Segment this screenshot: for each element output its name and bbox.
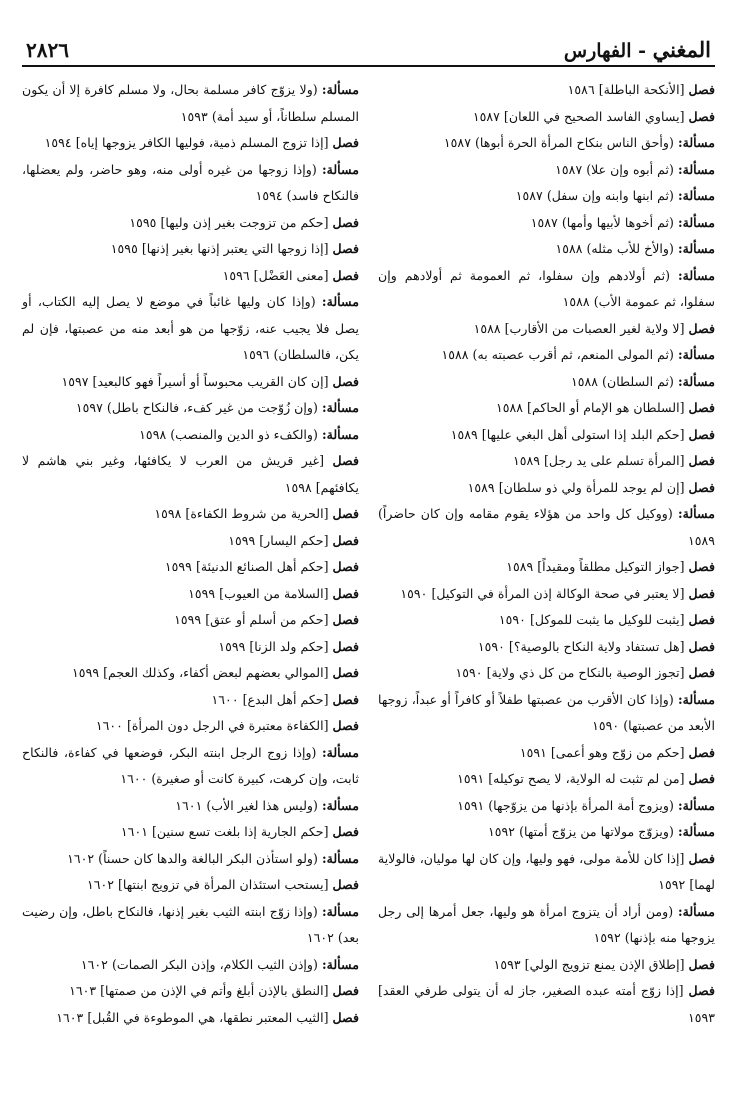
index-entry: [22, 581, 359, 608]
index-entry: [22, 872, 359, 899]
entry-text: [إذا كان للأمة مولى، فهو وليها، وإن كان لها موليان، فالولاية لهما] ١٥٩٢: [378, 850, 715, 892]
entry-text: (ثم أخوها لأبيها وأمها) ١٥٨٧: [530, 214, 674, 230]
entry-label: فصل: [688, 559, 715, 574]
index-entry: [378, 607, 715, 634]
entry-label: فصل: [688, 638, 715, 654]
entry-text: [حكم البلد إذا استولى أهل البغي عليها] ١٥٨٩: [450, 426, 685, 442]
index-entry: [22, 501, 359, 528]
entry-text: [إطلاق الإذن يمنع تزويج الولي] ١٥٩٣: [493, 956, 685, 972]
index-entry: [378, 740, 715, 767]
entry-label: مسألة:: [321, 400, 359, 415]
entry-text: (ومن أراد أن يتزوج امرأة هو وليها، جعل أمرها إلى رجل يزوجها منه بإذنها) ١٥٩٢: [378, 903, 715, 945]
entry-text: [يثبت للوكيل ما يثبت للموكل] ١٥٩٠: [498, 612, 685, 627]
entry-label: مسألة:: [321, 903, 359, 919]
entry-text: [السلطان هو الإمام أو الحاكم] ١٥٨٨: [495, 400, 685, 415]
index-entry: [22, 660, 359, 687]
entry-label: فصل: [688, 426, 715, 442]
entry-label: فصل: [688, 320, 715, 336]
index-entry: [378, 978, 715, 1031]
entry-text: [الثيب المعتبر نطقها، هي الموطوءة في القُبل] ١٦٠٣: [56, 1009, 329, 1025]
index-entry: [378, 157, 715, 184]
entry-label: مسألة:: [321, 161, 359, 177]
index-entry: [22, 846, 359, 873]
entry-label: فصل: [332, 585, 359, 601]
entry-text: (ثم ابنها وابنه وإن سفل) ١٥٨٧: [515, 188, 674, 203]
index-column-left: [22, 77, 359, 1031]
entry-label: فصل: [332, 241, 359, 256]
entry-text: [السلامة من العيوب] ١٥٩٩: [188, 585, 329, 601]
section-title: الفهارس: [563, 40, 632, 62]
index-entry: [22, 263, 359, 290]
index-entry: [22, 607, 359, 634]
entry-text: [حكم ولد الزنا] ١٥٩٩: [218, 638, 329, 654]
index-entry: [22, 369, 359, 396]
index-entry: [378, 660, 715, 687]
entry-label: فصل: [688, 771, 715, 786]
entry-label: فصل: [688, 400, 715, 415]
entry-text: (وإذا كان الأقرب من عصبتها طفلاً أو كافراً أو عبداً، زوجها الأبعد من عصبتها) ١٥٩٠: [378, 691, 715, 733]
index-entry: [22, 819, 359, 846]
entry-label: فصل: [332, 135, 359, 150]
entry-text: (ثم السلطان) ١٥٨٨: [570, 373, 674, 389]
entry-text: [إذا زوجها التي يعتبر إذنها بغير إذنها] ١٥٩٥: [110, 241, 329, 256]
index-entry: [22, 210, 359, 237]
entry-label: مسألة:: [677, 161, 715, 177]
index-entry: [378, 342, 715, 369]
index-entry: [22, 952, 359, 979]
index-entry: [22, 289, 359, 369]
entry-label: فصل: [688, 453, 715, 468]
entry-text: [إذا تزوج المسلم ذمية، فوليها الكافر يزوجها إياه] ١٥٩٤: [44, 135, 329, 150]
index-entry: [22, 448, 359, 501]
entry-text: [حكم اليسار] ١٥٩٩: [228, 532, 329, 548]
entry-label: مسألة:: [677, 347, 715, 362]
entry-text: [من لم تثبت له الولاية، لا يصح توكيله] ١٥٩١: [457, 771, 685, 786]
index-entry: [22, 687, 359, 714]
entry-text: (وليس هذا لغير الأب) ١٦٠١: [175, 797, 318, 813]
index-entry: [378, 236, 715, 263]
entry-text: [الأنكحة الباطلة] ١٥٨٦: [567, 82, 685, 97]
entry-label: فصل: [688, 744, 715, 760]
index-entry: [378, 210, 715, 237]
entry-label: فصل: [332, 824, 359, 839]
entry-text: [غير قريش من العرب لا يكافئها، وغير بني هاشم لا يكافئهم] ١٥٩٨: [22, 453, 359, 495]
index-entry: [22, 634, 359, 661]
entry-text: (وإذا زوّج ابنته الثيب بغير إذنها، فالنكاح باطل، وإن رضيت بعد) ١٦٠٢: [22, 903, 359, 945]
entry-label: مسألة:: [321, 956, 359, 972]
entry-label: فصل: [688, 479, 715, 495]
index-entry: [22, 554, 359, 581]
entry-text: [يستحب استئذان المرأة في تزويج ابنتها] ١٦٠٢: [86, 877, 329, 892]
index-entry: [22, 978, 359, 1005]
index-entry: [378, 422, 715, 449]
index-column-right: [378, 77, 715, 1031]
entry-label: مسألة:: [321, 294, 359, 309]
entry-label: فصل: [332, 691, 359, 707]
index-entry: [378, 263, 715, 316]
entry-label: مسألة:: [677, 797, 715, 813]
entry-label: مسألة:: [677, 214, 715, 230]
index-columns: [22, 77, 715, 1031]
entry-text: [حكم أهل البدع] ١٦٠٠: [211, 691, 329, 707]
entry-label: فصل: [688, 850, 715, 866]
entry-label: مسألة:: [677, 135, 715, 150]
entry-label: فصل: [332, 638, 359, 654]
index-entry: [22, 899, 359, 952]
entry-text: [حكم أهل الصنائع الدنيئة] ١٥٩٩: [164, 559, 329, 574]
entry-label: مسألة:: [677, 903, 715, 919]
entry-label: فصل: [332, 983, 359, 998]
entry-label: فصل: [332, 1009, 359, 1025]
entry-text: [حكم من زوّج وهو أعمى] ١٥٩١: [519, 744, 685, 760]
index-entry: [378, 793, 715, 820]
index-entry: [22, 236, 359, 263]
entry-label: مسألة:: [321, 426, 359, 442]
index-entry: [378, 554, 715, 581]
entry-text: [المرأة تسلم على يد رجل] ١٥٨٩: [512, 453, 685, 468]
index-entry: [378, 766, 715, 793]
entry-text: [لا ولاية لغير العصبات من الأقارب] ١٥٨٨: [473, 320, 685, 336]
entry-label: فصل: [332, 665, 359, 680]
index-entry: [22, 793, 359, 820]
index-entry: [378, 448, 715, 475]
index-entry: [378, 130, 715, 157]
entry-label: فصل: [688, 82, 715, 97]
entry-text: (ولو استأذن البكر البالغة والدها كان حسناً) ١٦٠٢: [67, 850, 318, 866]
index-entry: [378, 501, 715, 554]
index-entry: [22, 713, 359, 740]
index-entry: [22, 740, 359, 793]
entry-text: (ثم المولى المنعم، ثم أقرب عصبته به) ١٥٨٨: [441, 347, 674, 362]
entry-label: مسألة:: [677, 373, 715, 389]
index-entry: [22, 528, 359, 555]
entry-text: (ويزوّج مولاتها من يزوّج أمتها) ١٥٩٢: [488, 824, 674, 839]
entry-label: مسألة:: [321, 850, 359, 866]
index-entry: [378, 687, 715, 740]
entry-text: [حكم من أسلم أو عتق] ١٥٩٩: [174, 612, 329, 627]
index-entry: [22, 157, 359, 210]
entry-text: [الموالي بعضهم لبعض أكفاء، وكذلك العجم] ١٥٩٩: [72, 665, 329, 680]
index-entry: [22, 395, 359, 422]
entry-label: مسألة:: [677, 267, 715, 283]
index-entry: [22, 77, 359, 130]
index-entry: [378, 104, 715, 131]
index-entry: [378, 952, 715, 979]
entry-text: (وأحق الناس بنكاح المرأة الحرة أبوها) ١٥٨٧: [443, 135, 674, 150]
entry-label: فصل: [688, 612, 715, 627]
entry-label: فصل: [688, 983, 715, 998]
entry-label: فصل: [332, 612, 359, 627]
entry-label: فصل: [688, 585, 715, 601]
page-number: ٢٨٢٦: [26, 38, 69, 62]
entry-text: [يساوي الفاسد الصحيح في اللعان] ١٥٨٧: [472, 108, 685, 124]
index-entry: [378, 183, 715, 210]
entry-text: (وإذا زوجها من غيره أولى منه، وهو حاضر، ولم يعضلها، فالنكاح فاسد) ١٥٩٤: [22, 161, 359, 203]
entry-text: [إن كان القريب محبوساً أو أسيراً فهو كالبعيد] ١٥٩٧: [61, 373, 329, 389]
index-entry: [378, 395, 715, 422]
entry-label: مسألة:: [677, 188, 715, 203]
title-separator: -: [631, 40, 653, 62]
entry-text: (ثم أبوه وإن علا) ١٥٨٧: [555, 161, 674, 177]
entry-text: [معنى العَضْل] ١٥٩٦: [222, 267, 329, 283]
entry-text: (ويزوج أمة المرأة بإذنها من يزوّجها) ١٥٩١: [457, 797, 674, 813]
index-entry: [22, 130, 359, 157]
entry-label: فصل: [332, 877, 359, 892]
entry-label: مسألة:: [677, 506, 715, 521]
index-entry: [378, 846, 715, 899]
entry-label: مسألة:: [321, 82, 359, 97]
entry-text: [الكفاءة معتبرة في الرجل دون المرأة] ١٦٠٠: [95, 718, 329, 733]
entry-label: فصل: [332, 506, 359, 521]
entry-text: (والكفء ذو الدين والمنصب) ١٥٩٨: [139, 426, 318, 442]
running-title: [564, 37, 711, 62]
entry-text: (والأخ للأب مثله) ١٥٨٨: [555, 241, 674, 256]
entry-label: فصل: [688, 665, 715, 680]
index-entry: [22, 1005, 359, 1032]
entry-label: مسألة:: [321, 797, 359, 813]
entry-label: مسألة:: [677, 824, 715, 839]
page-header: [22, 28, 715, 67]
index-entry: [22, 422, 359, 449]
entry-label: فصل: [332, 559, 359, 574]
entry-label: مسألة:: [321, 744, 359, 760]
entry-text: [لا يعتبر في صحة الوكالة إذن المرأة في التوكيل] ١٥٩٠: [400, 585, 685, 601]
entry-label: فصل: [332, 453, 359, 468]
entry-text: [هل تستفاد ولاية النكاح بالوصية؟] ١٥٩٠: [477, 638, 685, 654]
index-entry: [378, 899, 715, 952]
index-entry: [378, 581, 715, 608]
index-entry: [378, 634, 715, 661]
entry-text: [إذا زوّج أمته عبده الصغير، جاز له أن يتولى طرفي العقد] ١٥٩٣: [378, 983, 715, 1025]
entry-text: (وإذن الثيب الكلام، وإذن البكر الصمات) ١٦٠٢: [80, 956, 318, 972]
entry-text: [النطق بالإذن أبلغ وأتم في الإذن من صمتها] ١٦٠٣: [69, 983, 329, 998]
entry-label: مسألة:: [677, 691, 715, 707]
entry-text: (ولا يزوّج كافر مسلمة بحال، ولا مسلم كافرة إلا أن يكون المسلم سلطاناً، أو سيد أمة) ١٥٩٣: [22, 82, 359, 124]
entry-label: فصل: [332, 267, 359, 283]
index-entry: [378, 475, 715, 502]
entry-text: (ثم أولادهم وإن سفلوا، ثم العمومة ثم أولادهم وإن سفلوا، ثم عمومة الأب) ١٥٨٨: [378, 267, 715, 309]
entry-label: فصل: [688, 956, 715, 972]
entry-text: [الحرية من شروط الكفاءة] ١٥٩٨: [154, 506, 329, 521]
index-entry: [378, 77, 715, 104]
entry-text: [تجوز الوصية بالنكاح من كل ذي ولاية] ١٥٩٠: [455, 665, 685, 680]
entry-text: (ووكيل كل واحد من هؤلاء يقوم مقامه وإن كان حاضراً) ١٥٨٩: [378, 506, 715, 548]
entry-text: (وإذا زوج الرجل ابنته البكر، فوضعها في كفاءة، فالنكاح ثابت، وإن كرهت، كبيرة كانت أو صغيرة) ١٦٠٠: [22, 744, 359, 786]
entry-label: فصل: [332, 532, 359, 548]
book-title: المغني: [652, 37, 711, 62]
entry-label: فصل: [688, 108, 715, 124]
entry-label: فصل: [332, 718, 359, 733]
index-entry: [378, 819, 715, 846]
entry-label: مسألة:: [677, 241, 715, 256]
entry-label: فصل: [332, 373, 359, 389]
entry-text: (وإذا كان وليها غائباً في موضع لا يصل إليه الكتاب، أو يصل فلا يجيب عنه، زوّجها من هو أبعد منه من عصبتها، فإن لم يكن، فالسلطان) ١٥٩٦: [22, 294, 359, 362]
index-entry: [378, 316, 715, 343]
entry-text: [حكم من تزوجت بغير إذن وليها] ١٥٩٥: [129, 214, 329, 230]
entry-text: [حكم الجارية إذا بلغت تسع سنين] ١٦٠١: [120, 824, 329, 839]
entry-label: فصل: [332, 214, 359, 230]
entry-text: [إن لم يوجد للمرأة ولي ذو سلطان] ١٥٨٩: [467, 479, 685, 495]
entry-text: [جواز التوكيل مطلقاً ومقيداً] ١٥٨٩: [506, 559, 685, 574]
entry-text: (وإن زُوّجت من غير كفء، فالنكاح باطل) ١٥٩٧: [75, 400, 318, 415]
index-entry: [378, 369, 715, 396]
